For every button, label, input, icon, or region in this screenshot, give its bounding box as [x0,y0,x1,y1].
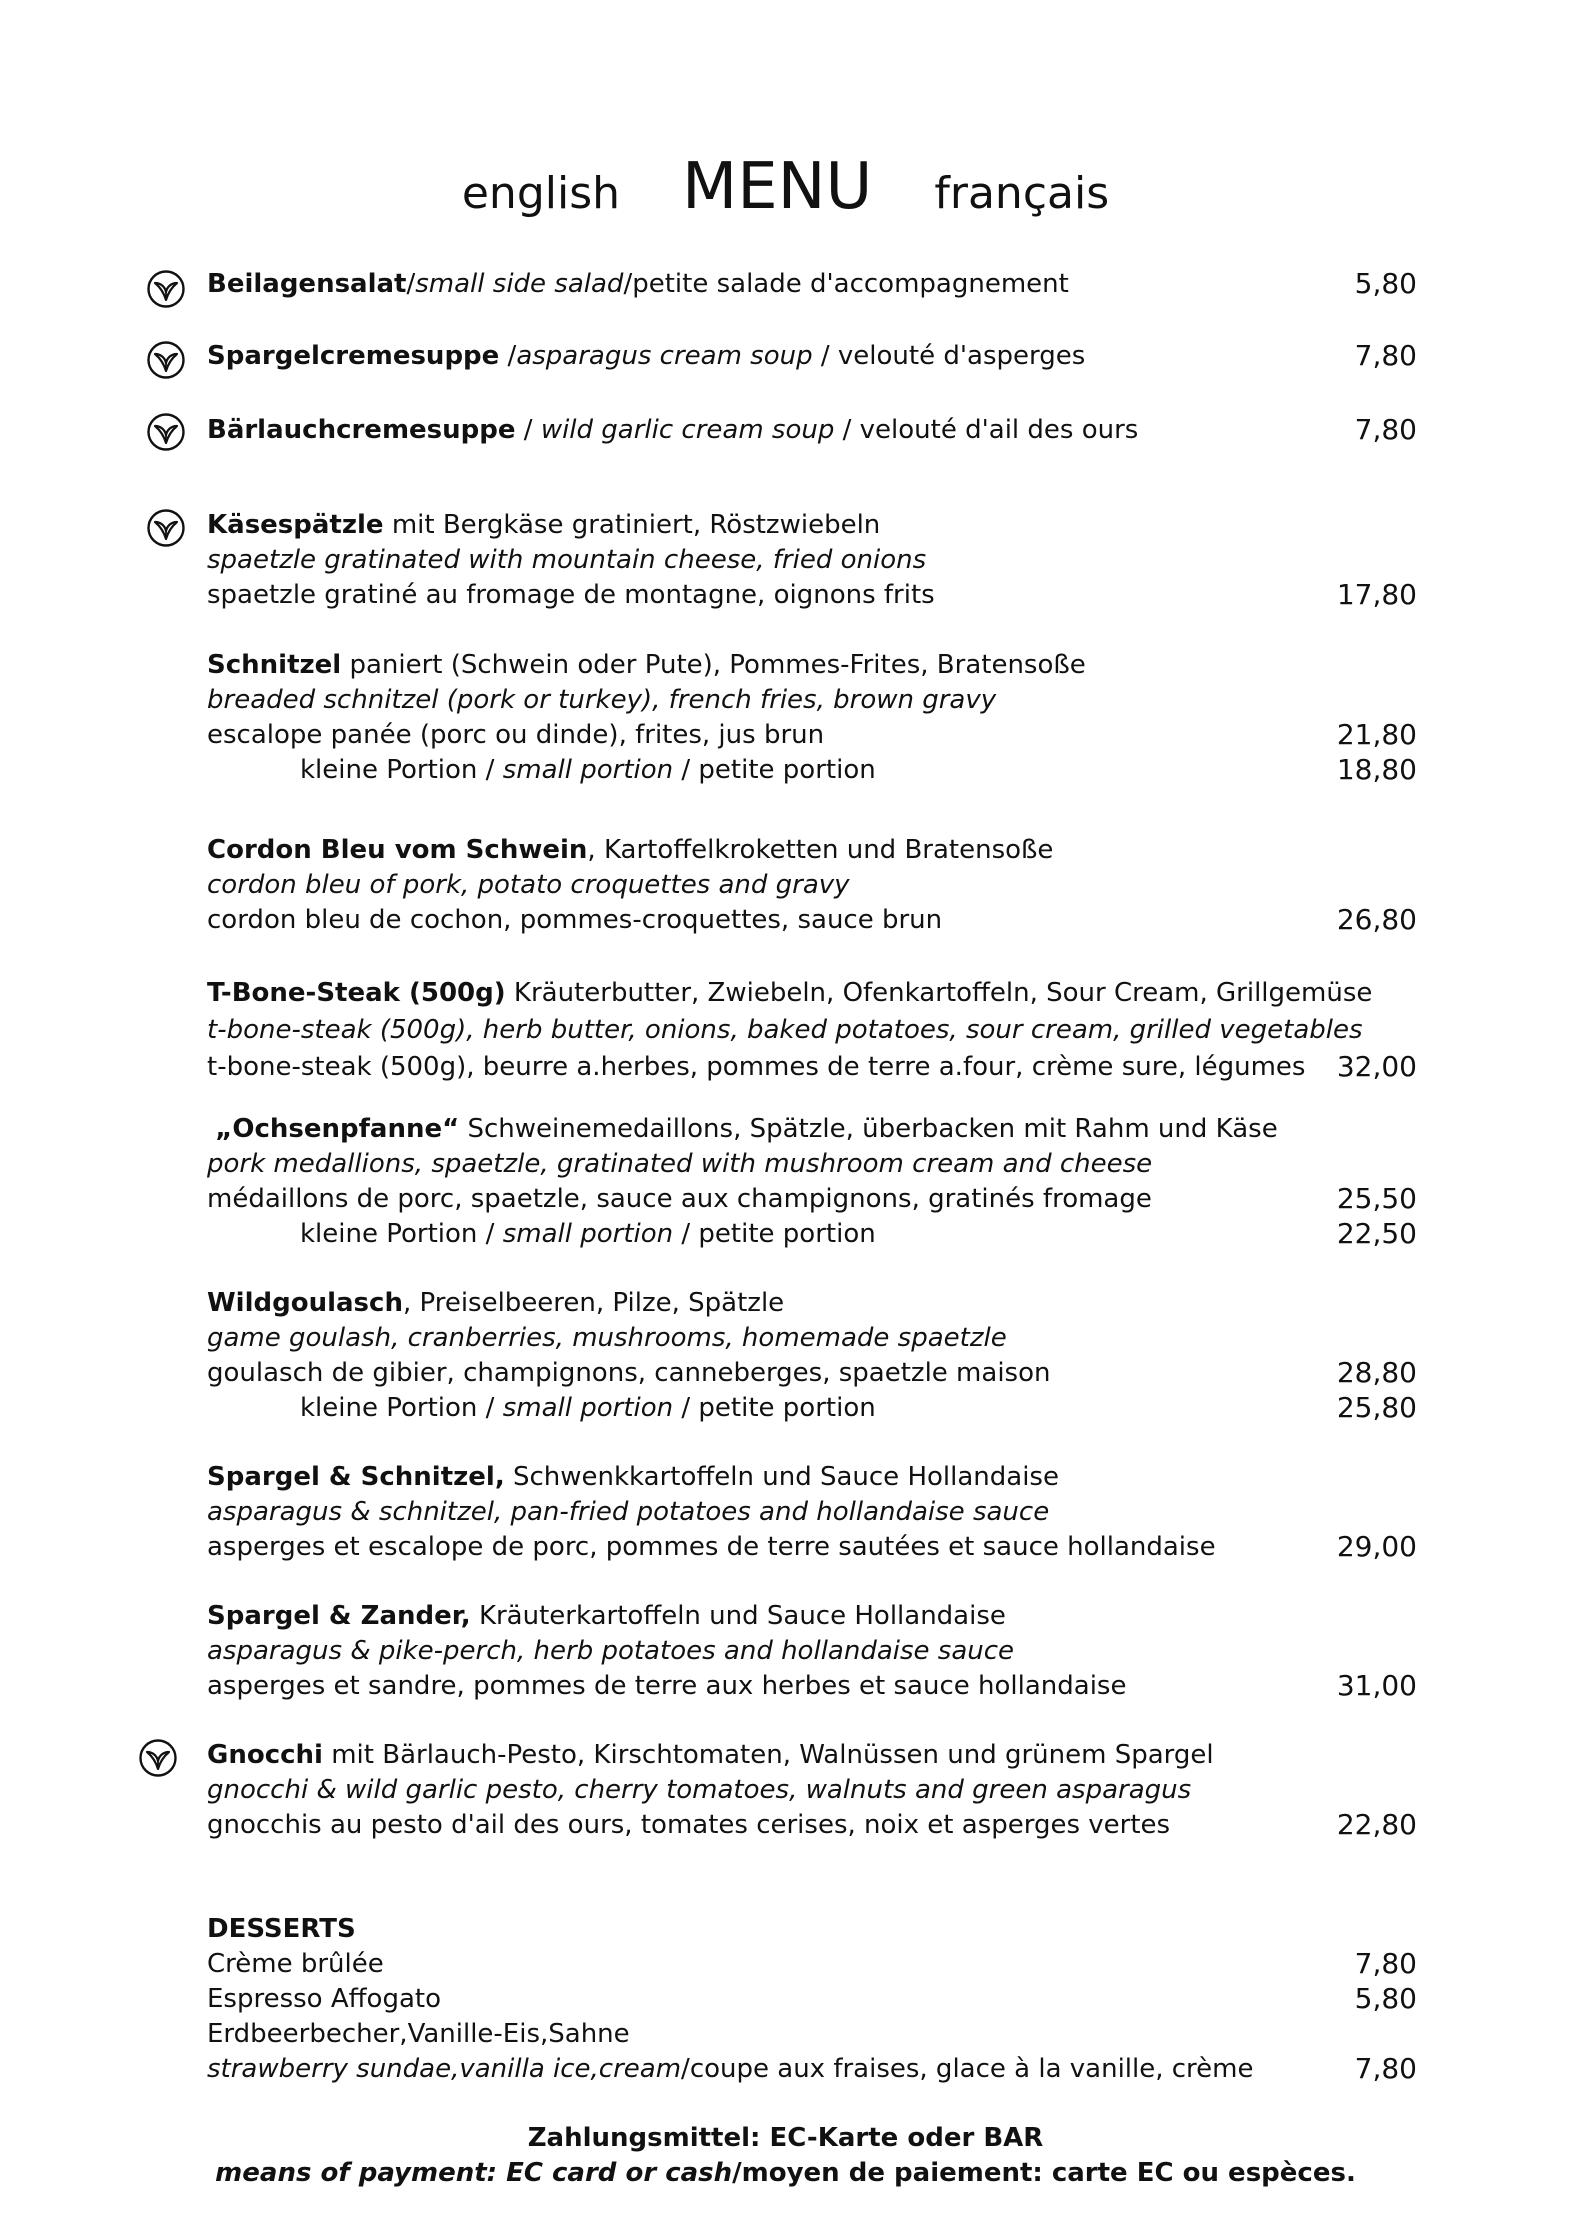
small-portion-fr: petite portion [698,755,876,785]
item-english: cordon bleu of pork, potato croquettes and gravy [207,870,850,900]
item-name: Wildgoulasch [207,1288,403,1318]
item-name: Spargelcremesuppe [207,341,500,371]
item-price: 32,00 [1336,1050,1417,1083]
menu-item-ochsenpfanne [207,1112,1417,1146]
item-french: asperges et escalope de porc, pommes de terre sautées et sauce hollandaise [207,1532,1216,1562]
item-german: Schwenkkartoffeln und Sauce Hollandaise [512,1462,1059,1492]
item-price: 26,80 [1336,903,1417,936]
small-portion-de: kleine Portion [300,755,478,785]
item-english-line [207,868,1417,902]
small-portion-en: small portion [502,755,674,785]
item-french-line [207,578,1417,612]
item-name: „Ochsenpfanne“ [215,1114,460,1144]
item-name: T-Bone-Steak (500g) [207,978,506,1008]
title-english: english [461,168,621,219]
item-french-line [207,718,1417,752]
vegetarian-leaf-icon [146,269,186,309]
item-english-line [207,1147,1417,1181]
payment-line-1: Zahlungsmittel: EC-Karte oder BAR [527,2123,1044,2153]
menu-item-salad: Beilagensalat/small side salad/petite salade d'accompagnement 5,80 [207,267,1417,300]
menu-item-cordon-bleu: Cordon Bleu vom Schwein, Kartoffelkroketten und Bratensoße [207,835,1054,865]
item-name: Gnocchi [207,1740,323,1770]
item-french-line [207,903,1417,937]
item-price: 21,80 [1336,718,1417,751]
item-english-line [207,1495,1417,1529]
item-name: Schnitzel [207,650,342,680]
menu-item-kaesespaetzle [207,508,1417,542]
dessert-creme-brulee [207,1947,1417,1981]
small-portion-de: kleine Portion [300,1219,478,1249]
item-english: small side salad [415,269,624,299]
item-english-line [207,1013,1417,1047]
item-price: 7,80 [1354,339,1417,372]
item-price: 5,80 [1354,1982,1417,2015]
item-price: 25,50 [1336,1182,1417,1215]
dessert-erdbeer [207,2017,1417,2051]
item-german: paniert (Schwein oder Pute), Pommes-Frites, Bratensoße [349,650,1086,680]
item-price: 29,00 [1336,1530,1417,1563]
item-french: coupe aux fraises, glace à la vanille, crème [689,2054,1254,2084]
small-portion-en: small portion [502,1219,674,1249]
item-english: t-bone-steak (500g), herb butter, onions, baked potatoes, sour cream, grilled vegetables [207,1015,1363,1045]
item-english-line [207,543,1417,577]
item-price: 17,80 [1336,578,1417,611]
item-english: game goulash, cranberries, mushrooms, homemade spaetzle [207,1323,1007,1353]
payment-english: means of payment: EC card or cash [215,2158,733,2188]
item-french: petite salade d'accompagnement [632,269,1069,299]
item-name: Erdbeerbecher,Vanille-Eis,Sahne [207,2019,630,2049]
item-price: 5,80 [1354,267,1417,300]
item-english: spaetzle gratinated with mountain cheese, fried onions [207,545,927,575]
item-price: 22,80 [1336,1808,1417,1841]
item-price: 7,80 [1354,413,1417,446]
item-german: mit Bergkäse gratiniert, Röstzwiebeln [391,510,881,540]
item-german: Kräuterbutter, Zwiebeln, Ofenkartoffeln, Sour Cream, Grillgemüse [513,978,1373,1008]
item-name: Cordon Bleu vom Schwein [207,835,588,865]
vegetarian-leaf-icon [146,340,186,380]
item-french: t-bone-steak (500g), beurre a.herbes, pommes de terre a.four, crème sure, légumes [207,1052,1306,1082]
item-name: Bärlauchcremesuppe [207,415,516,445]
item-name: Spargel & Schnitzel, [207,1462,505,1492]
item-german: Schweinemedaillons, Spätzle, überbacken mit Rahm und Käse [467,1114,1278,1144]
item-english-line [207,683,1417,717]
small-portion-de: kleine Portion [300,1393,478,1423]
menu-item-spargel-zander [207,1599,1417,1633]
item-price: 31,00 [1336,1669,1417,1702]
section-title: DESSERTS [207,1914,356,1944]
item-french: velouté d'ail des ours [859,415,1139,445]
item-french-line [207,1530,1417,1564]
item-price: 22,50 [1336,1217,1417,1250]
item-english-line [207,1321,1417,1355]
item-german: Kräuterkartoffeln und Sauce Hollandaise [478,1601,1006,1631]
item-english: pork medallions, spaetzle, gratinated with mushroom cream and cheese [207,1149,1153,1179]
dessert-affogato [207,1982,1417,2016]
item-price: 18,80 [1336,753,1417,786]
item-french: asperges et sandre, pommes de terre aux herbes et sauce hollandaise [207,1671,1127,1701]
small-portion-fr: petite portion [698,1393,876,1423]
payment-line-2: means of payment: EC card or cash/moyen de paiement: carte EC ou espèces. [215,2158,1356,2188]
title-francais: français [934,168,1110,219]
item-french: médaillons de porc, spaetzle, sauce aux champignons, gratinés fromage [207,1184,1152,1214]
menu-item-tbone [207,976,1417,1010]
item-name: Espresso Affogato [207,1984,441,2014]
item-small-portion: kleine Portion / small portion / petite portion 25,80 [300,1391,1417,1424]
item-german: Preiselbeeren, Pilze, Spätzle [419,1288,785,1318]
small-portion-en: small portion [502,1393,674,1423]
item-french-line [207,1182,1417,1216]
item-english: breaded schnitzel (pork or turkey), french fries, brown gravy [207,685,997,715]
item-french-line [207,1808,1417,1842]
dessert-erdbeer-translation: strawberry sundae,vanilla ice,cream/coupe aux fraises, glace à la vanille, crème 7,80 [207,2052,1417,2085]
small-portion-fr: petite portion [698,1219,876,1249]
item-name: Crème brûlée [207,1949,384,1979]
menu-item-asparagus-soup: Spargelcremesuppe /asparagus cream soup / velouté d'asperges 7,80 [207,339,1417,372]
vegetarian-leaf-icon [146,412,186,452]
vegetarian-leaf-icon [138,1738,178,1778]
item-english: strawberry sundae,vanilla ice,cream [207,2054,682,2084]
item-small-portion: kleine Portion / small portion / petite portion 18,80 [300,753,1417,786]
item-price: 7,80 [1354,1947,1417,1980]
item-english: gnocchi & wild garlic pesto, cherry tomatoes, walnuts and green asparagus [207,1775,1192,1805]
desserts-heading [207,1912,1417,1946]
item-english-line [207,1634,1417,1668]
item-french-line [207,1356,1417,1390]
item-french: velouté d'asperges [837,341,1086,371]
item-english: asparagus & schnitzel, pan-fried potatoes and hollandaise sauce [207,1497,1050,1527]
menu-item-gnocchi [207,1738,1417,1772]
menu-item-wildgoulasch: Wildgoulasch, Preiselbeeren, Pilze, Spätzle [207,1288,785,1318]
item-french-line [207,1050,1417,1084]
payment-french: moyen de paiement: carte EC ou espèces. [741,2158,1356,2188]
item-french: escalope panée (porc ou dinde), frites, jus brun [207,720,825,750]
item-french: gnocchis au pesto d'ail des ours, tomates cerises, noix et asperges vertes [207,1810,1171,1840]
item-name: Käsespätzle [207,510,384,540]
menu-title [0,150,1571,224]
menu-item-garlic-soup: Bärlauchcremesuppe / wild garlic cream soup / velouté d'ail des ours 7,80 [207,413,1417,446]
item-english-line [207,1773,1417,1807]
item-small-portion: kleine Portion / small portion / petite portion 22,50 [300,1217,1417,1250]
item-french: goulasch de gibier, champignons, canneberges, spaetzle maison [207,1358,1051,1388]
item-french-line [207,1669,1417,1703]
menu-item-spargel-schnitzel [207,1460,1417,1494]
item-english: wild garlic cream soup [540,415,835,445]
title-menu: MENU [682,150,873,224]
item-price: 7,80 [1354,2052,1417,2085]
item-english: asparagus cream soup [516,341,813,371]
vegetarian-leaf-icon [146,508,186,548]
menu-item-schnitzel [207,648,1417,682]
item-price: 28,80 [1336,1356,1417,1389]
item-german: mit Bärlauch-Pesto, Kirschtomaten, Walnüssen und grünem Spargel [331,1740,1214,1770]
item-german: Kartoffelkroketten und Bratensoße [603,835,1054,865]
item-french: cordon bleu de cochon, pommes-croquettes, sauce brun [207,905,943,935]
item-name: Beilagensalat [207,269,407,299]
item-name: Spargel & Zander, [207,1601,471,1631]
item-french: spaetzle gratiné au fromage de montagne, oignons frits [207,580,935,610]
item-english: asparagus & pike-perch, herb potatoes and hollandaise sauce [207,1636,1015,1666]
item-price: 25,80 [1336,1391,1417,1424]
